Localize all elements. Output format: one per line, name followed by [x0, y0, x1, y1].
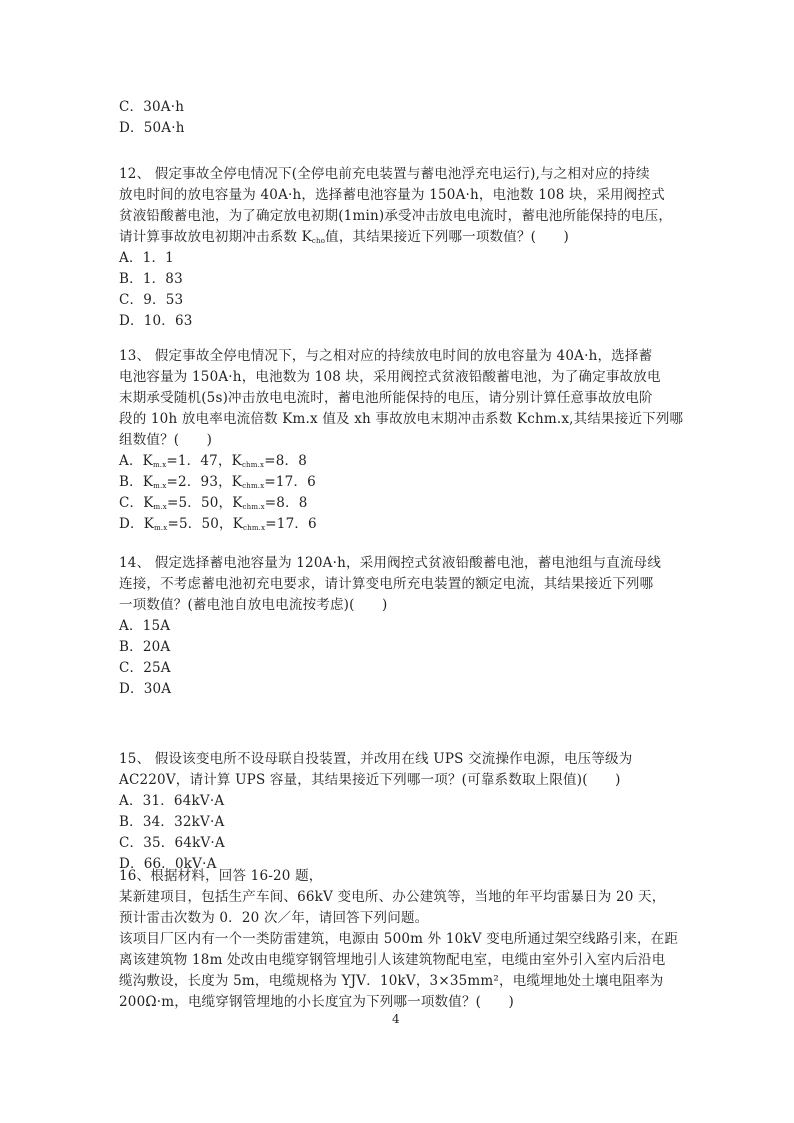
question-16 [119, 866, 699, 1013]
question-text: 16、根据材料，回答 16-20 题， [119, 868, 323, 884]
question-text: AC220V，请计算 UPS 容量，其结果接近下列哪一项？(可靠系数取上限值)( ) [119, 772, 621, 788]
question-text: 缆沟敷设，长度为 5m，电缆规格为 YJV．10kV，3×35mm²，电缆埋地处土壤电阻率为 [119, 973, 664, 989]
previous-question-options [119, 97, 699, 139]
question-13 [119, 346, 699, 535]
subscript: m.x [154, 524, 168, 532]
question-text: 末期承受随机(5s)冲击放电电流时，蓄电池所能保持的电压，请分别计算任意事故放电阶 [119, 390, 653, 406]
subscript: m.x [153, 482, 167, 490]
text: =8．8 [264, 495, 308, 511]
text: A．K [119, 453, 153, 469]
subscript: m.x [153, 503, 167, 511]
subscript: chm.x [243, 524, 266, 532]
subscript: chm.x [242, 503, 265, 511]
text: 请计算事故放电初期冲击系数 K [119, 229, 312, 245]
question-text: 贫液铅酸蓄电池，为了确定放电初期(1min)承受冲击放电电流时，蓄电池所能保持的电压， [119, 208, 673, 224]
option-d: D．66．0kV·A [119, 856, 217, 872]
text: =17．6 [264, 474, 316, 490]
text: =17．6 [265, 516, 317, 532]
question-12 [119, 164, 699, 332]
option-d: D．10．63 [119, 313, 193, 329]
option-a: A．15A [119, 618, 171, 634]
text: 值，其结果接近下列哪一项数值？( ) [325, 229, 569, 245]
subscript: cho [311, 237, 326, 245]
text: =5．50，K [166, 495, 243, 511]
question-text: 15、 假设该变电所不设母联自投装置，并改用在线 UPS 交流操作电源，电压等级为 [119, 751, 633, 767]
question-text: 该项目厂区内有一个一类防雷建筑，电源由 500m 外 10kV 变电所通过架空线路引来，在距 [119, 931, 679, 947]
option-a [119, 451, 699, 472]
text: =1．47，K [166, 453, 242, 469]
option-d: D．50A·h [119, 120, 185, 136]
page-number: 4 [392, 1012, 400, 1026]
question-text: 12、 假定事故全停电情况下(全停电前充电装置与蓄电池浮充电运行),与之相对应的持续 [119, 166, 650, 182]
option-b [119, 472, 699, 493]
text: =5．50，K [167, 516, 244, 532]
question-text: 一项数值？(蓄电池自放电电流按考虑)( ) [119, 597, 388, 613]
text: B．K [119, 474, 154, 490]
option-c [119, 493, 699, 514]
text: =8．8 [264, 453, 307, 469]
option-c: C．9．53 [119, 292, 184, 308]
question-text: 组数值？( ) [119, 432, 213, 448]
text: =2．93，K [166, 474, 243, 490]
option-d [119, 514, 699, 535]
question-text [119, 227, 699, 248]
option-b: B．1．83 [119, 271, 183, 287]
question-text: 离该建筑物 18m 处改由电缆穿钢管埋地引人该建筑物配电室，电缆由室外引入室内后沿电 [119, 952, 666, 968]
option-a: A．1．1 [119, 250, 174, 266]
question-text: 某新建项目，包括生产车间、66kV 变电所、办公建筑等，当地的年平均雷暴日为 20 天， [119, 889, 666, 905]
option-b: B．20A [119, 639, 171, 655]
question-14 [119, 553, 699, 700]
text: D．K [119, 516, 155, 532]
option-d: D．30A [119, 681, 172, 697]
option-c: C．35．64kV·A [119, 835, 225, 851]
subscript: m.x [152, 461, 167, 469]
question-text: 13、 假定事故全停电情况下，与之相对应的持续放电时间的放电容量为 40A·h，选择蓄 [119, 348, 653, 364]
question-text: 连接，不考虑蓄电池初充电要求，请计算变电所充电装置的额定电流，其结果接近下列哪 [119, 576, 654, 592]
question-text: 预计雷击次数为 0．20 次／年，请回答下列问题。 [119, 910, 429, 926]
question-text: 200Ω·m，电缆穿钢管埋地的小长度宜为下列哪一项数值？( ) [119, 994, 514, 1010]
option-b: B．34．32kV·A [119, 814, 225, 830]
question-text: 放电时间的放电容量为 40A·h，选择蓄电池容量为 150A·h，电池数 108 块，采用阀控式 [119, 187, 665, 203]
question-text: 14、 假定选择蓄电池容量为 120A·h，采用阀控式贫液铅酸蓄电池，蓄电池组与直流母线 [119, 555, 662, 571]
subscript: chm.x [242, 482, 265, 490]
option-a: A．31．64kV·A [119, 793, 225, 809]
question-text: 段的 10h 放电率电流倍数 Km.x 值及 xh 事故放电末期冲击系数 Kchm.x,其结果接近下列哪 [119, 411, 684, 427]
subscript: chm.x [241, 461, 265, 469]
option-c: C．30A·h [119, 99, 185, 115]
question-text: 电池容量为 150A·h，电池数为 108 块，采用阀控式贫液铅酸蓄电池，为了确定事故放电 [119, 369, 661, 385]
question-15 [119, 749, 699, 875]
option-c: C．25A [119, 660, 171, 676]
text: C．K [119, 495, 154, 511]
